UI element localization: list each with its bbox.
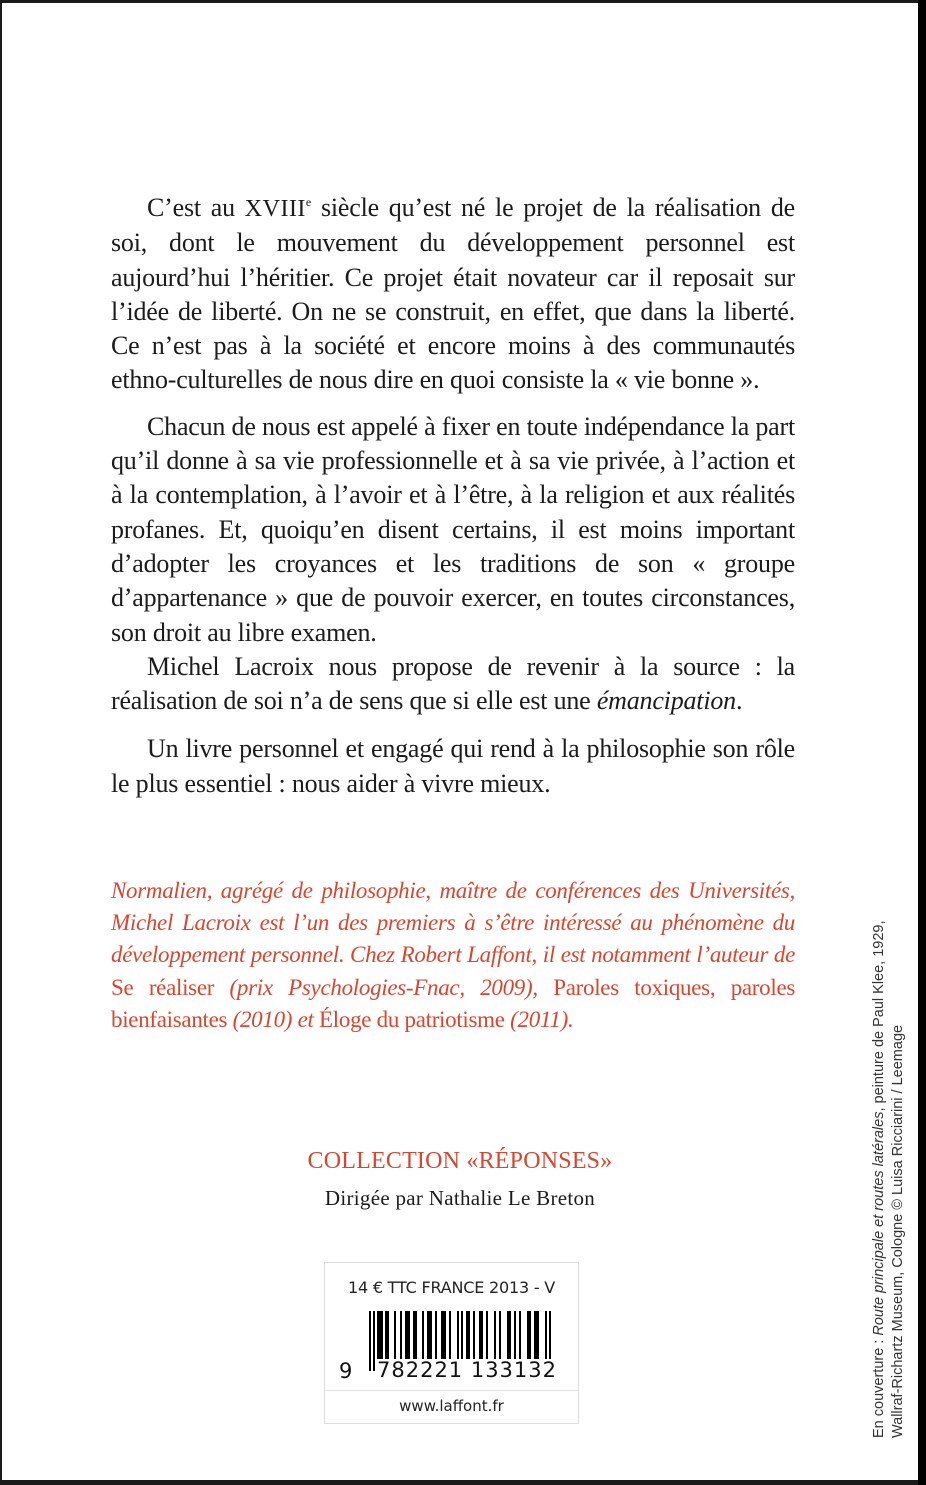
blurb-paragraph-1: C’est au XVIIIe siècle qu’est né le projet de la réalisation de soi, dont le mouvement du développement personnel est aujourd’hui l’héritier. Ce projet était novateur car il reposait sur l’idée de liberté. On ne se construit, en effet, que dans la liberté. Ce n’est pas à la société et encore moins à des communautés ethno-culturelles de nous dire en quoi consiste la « vie bonne ».: [111, 193, 795, 395]
blurb-paragraph-3: Michel Lacroix nous propose de revenir à la source : la réalisation de soi n’a de sens que si elle est une émancipation.: [111, 651, 795, 716]
collection-name: COLLECTION «RÉPONSES»: [307, 1148, 613, 1174]
blurb-paragraph-2: Chacun de nous est appelé à fixer en toute indépendance la part qu’il donne à sa vie professionnelle et à sa vie privée, à l’action et à la contemplation, à l’avoir et à l’être, à la religion et aux réalités profanes. Et, quoiqu’en disent certains, il est moins important d’adopter les croyances et les traditions de son « groupe d’appartenance » que de pouvoir exercer, en toutes circonstances, son droit au libre examen.: [111, 411, 795, 647]
credits-line-1: En couverture : Route principale et routes latérales, peinture de Paul Klee, 1929,: [871, 920, 887, 1438]
book-title: Paroles toxiques, paroles bienfaisantes: [111, 974, 796, 1032]
back-cover: [2, 3, 918, 1480]
emphasis: émancipation: [596, 686, 736, 716]
blurb: [111, 191, 795, 801]
label-divider: [325, 1390, 578, 1391]
price-barcode-label: 14 € TTC FRANCE 2013 - V 9 782221 133132 www.laffont.fr: [324, 1262, 579, 1424]
book-title: Éloge du patriotisme: [319, 1006, 505, 1032]
price: 14 € TTC FRANCE 2013 - V: [347, 1278, 556, 1297]
cover-credits: [870, 838, 908, 1438]
publisher-url[interactable]: www.laffont.fr: [399, 1397, 504, 1415]
century-numeral: XVIII: [244, 196, 306, 222]
author-bio: Normalien, agrégé de philosophie, maître de conférences des Universités, Michel Lacroix est l’un des premiers à s’être intéressé au phénomène du développement personnel. Chez Robert Laffont, il est notamment l’auteur de Se réaliser (prix Psychologies-Fnac, 2009), Paroles toxiques, paroles bienfaisantes (2010) et Éloge du patriotisme (2011).: [111, 878, 796, 1032]
scan-border: [918, 0, 926, 1485]
collection-director: Dirigée par Nathalie Le Breton: [324, 1186, 596, 1210]
blurb-paragraph-4: Un livre personnel et engagé qui rend à la philosophie son rôle le plus essentiel : nous aider à vivre mieux.: [111, 734, 795, 798]
credits-line-2: Wallraf-Richartz Museum, Cologne © Luisa Ricciarini / Leemage: [890, 1024, 906, 1438]
book-title: Se réaliser: [111, 974, 215, 1000]
